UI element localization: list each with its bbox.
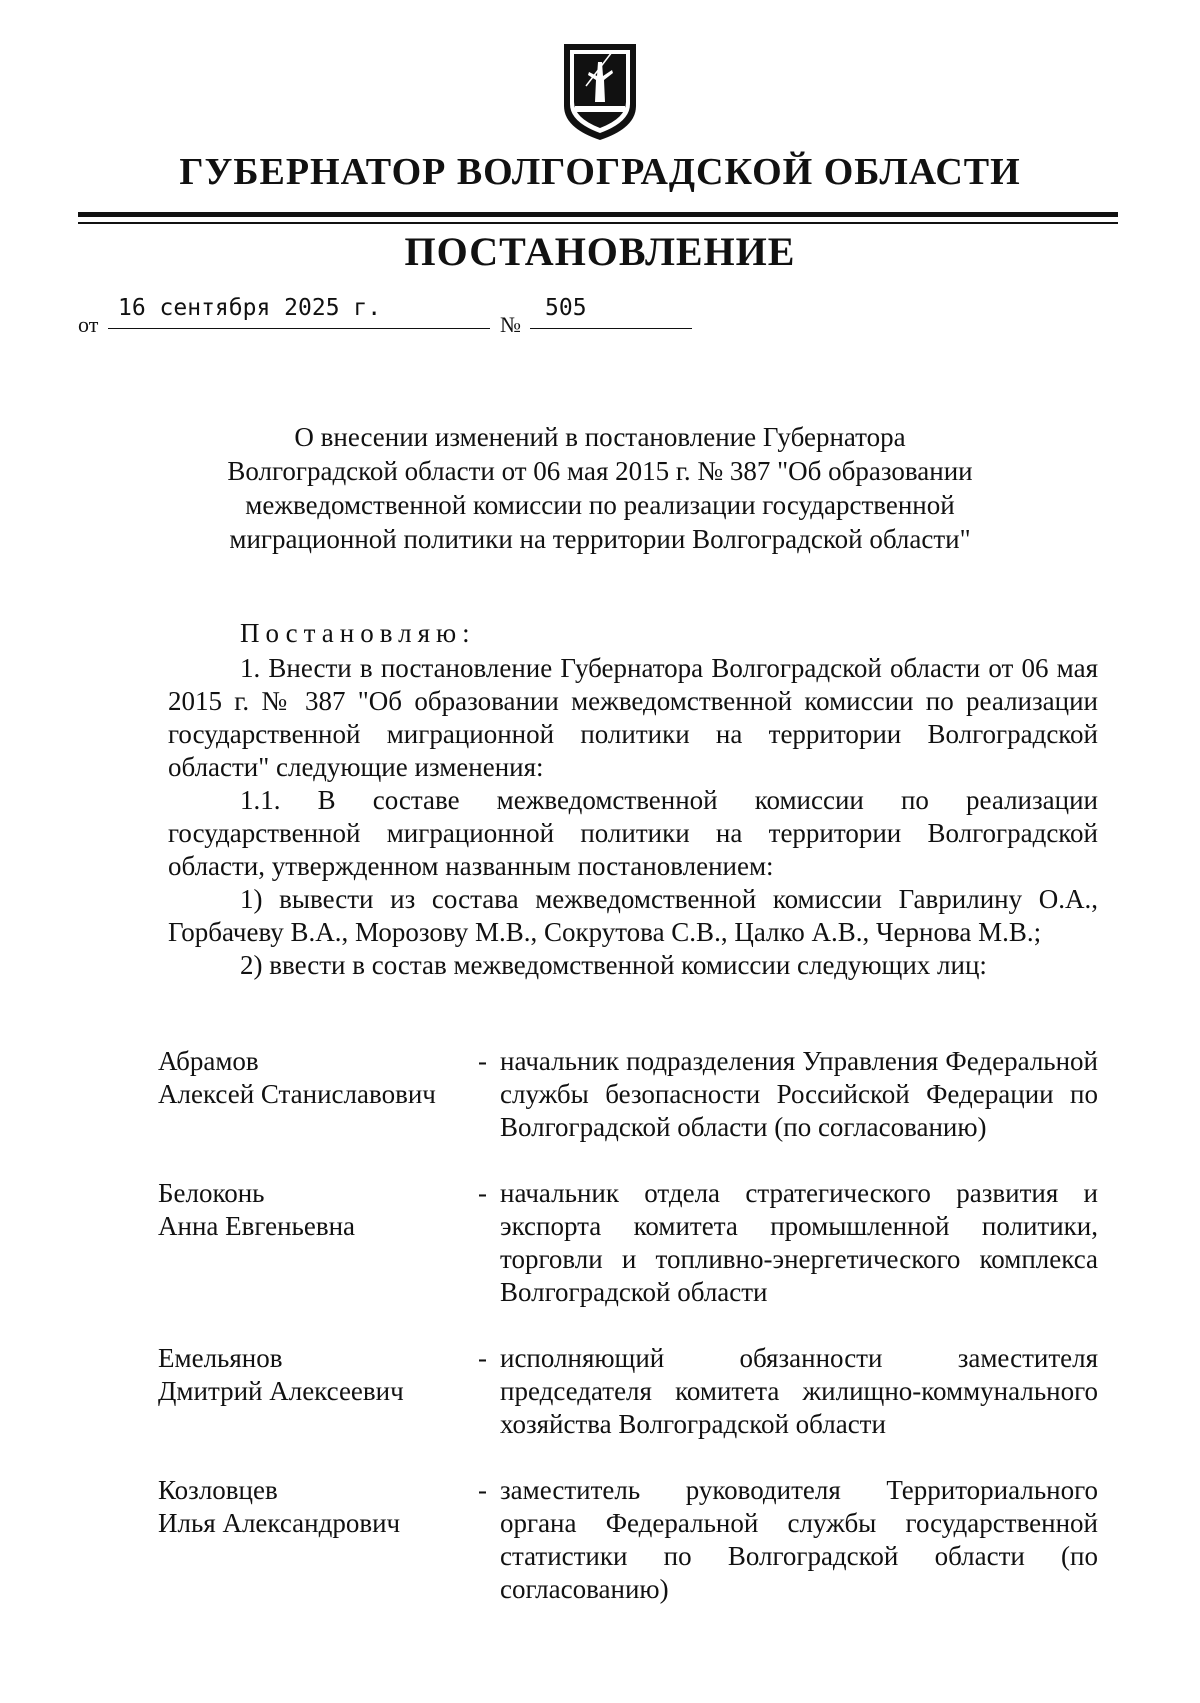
subject-line: О внесении изменений в постановление Губернатора	[294, 422, 906, 452]
member-name	[158, 1342, 478, 1441]
number-value: 505	[545, 295, 587, 321]
subject-line: миграционной политики на территории Волгоградской области"	[229, 524, 971, 554]
document-subject	[150, 420, 1050, 556]
member-given-names: Анна Евгеньевна	[158, 1211, 356, 1241]
member-entry	[158, 1474, 1098, 1606]
member-name	[158, 1474, 478, 1606]
members-list	[158, 1045, 1098, 1639]
subject-line: Волгоградской области от 06 мая 2015 г. № 387 "Об образовании	[227, 456, 973, 486]
date-underline	[108, 328, 490, 329]
document-body	[168, 652, 1098, 982]
member-dash: -	[478, 1046, 487, 1076]
member-entry	[158, 1177, 1098, 1309]
member-dash: -	[478, 1178, 487, 1208]
resolve-word: Постановляю:	[240, 618, 476, 648]
member-surname: Белоконь	[158, 1178, 265, 1208]
body-paragraph: 2) ввести в состав межведомственной комиссии следующих лиц:	[240, 950, 987, 980]
subject-line: межведомственной комиссии по реализации государственной	[245, 490, 955, 520]
header-rule-thick	[78, 212, 1118, 217]
member-position: заместитель руководителя Территориального органа Федеральной службы государственной статистики по Волгоградской области (по согласованию)	[500, 1475, 1098, 1604]
date-label: от	[78, 312, 99, 337]
body-paragraph: 1) вывести из состава межведомственной комиссии Гаврилину О.А., Горбачеву В.А., Морозову М.В., Сокрутова С.В., Цалко А.В., Чернова М.В.;	[168, 884, 1098, 947]
volgograd-coat-of-arms-icon	[560, 42, 640, 142]
member-name	[158, 1177, 478, 1309]
member-position: исполняющий обязанности заместителя председателя комитета жилищно-коммунального хозяйства Волгоградской области	[500, 1343, 1098, 1439]
member-dash: -	[478, 1475, 487, 1505]
member-position: начальник отдела стратегического развития и экспорта комитета промышленной политики, торговли и топливно-энергетического комплекса Волгоградской области	[500, 1178, 1098, 1307]
member-entry	[158, 1342, 1098, 1441]
member-surname: Емельянов	[158, 1343, 283, 1373]
body-paragraph: 1. Внести в постановление Губернатора Волгоградской области от 06 мая 2015 г. № 387 "Об образовании межведомственной комиссии по реализации государственной миграционной политики на территории Волгоградской области" следующие изменения:	[168, 653, 1098, 782]
member-surname: Абрамов	[158, 1046, 259, 1076]
date-value: 16 сентября 2025 г.	[118, 295, 382, 321]
number-label: №	[500, 312, 521, 337]
member-name	[158, 1045, 478, 1144]
member-given-names: Дмитрий Алексеевич	[158, 1376, 404, 1406]
member-given-names: Илья Александрович	[158, 1508, 401, 1538]
member-given-names: Алексей Станиславович	[158, 1079, 436, 1109]
member-dash: -	[478, 1343, 487, 1373]
authority-title: ГУБЕРНАТОР ВОЛГОГРАДСКОЙ ОБЛАСТИ	[179, 151, 1021, 193]
member-entry	[158, 1045, 1098, 1144]
member-position: начальник подразделения Управления Федеральной службы безопасности Российской Федерации по Волгоградской области (по согласованию)	[500, 1046, 1098, 1142]
body-paragraph: 1.1. В составе межведомственной комиссии по реализации государственной миграционной политики на территории Волгоградской области, утвержденном названным постановлением:	[168, 785, 1098, 881]
number-underline	[530, 328, 692, 329]
member-surname: Козловцев	[158, 1475, 278, 1505]
header-rule-thin	[78, 222, 1118, 224]
document-type: ПОСТАНОВЛЕНИЕ	[404, 229, 796, 274]
